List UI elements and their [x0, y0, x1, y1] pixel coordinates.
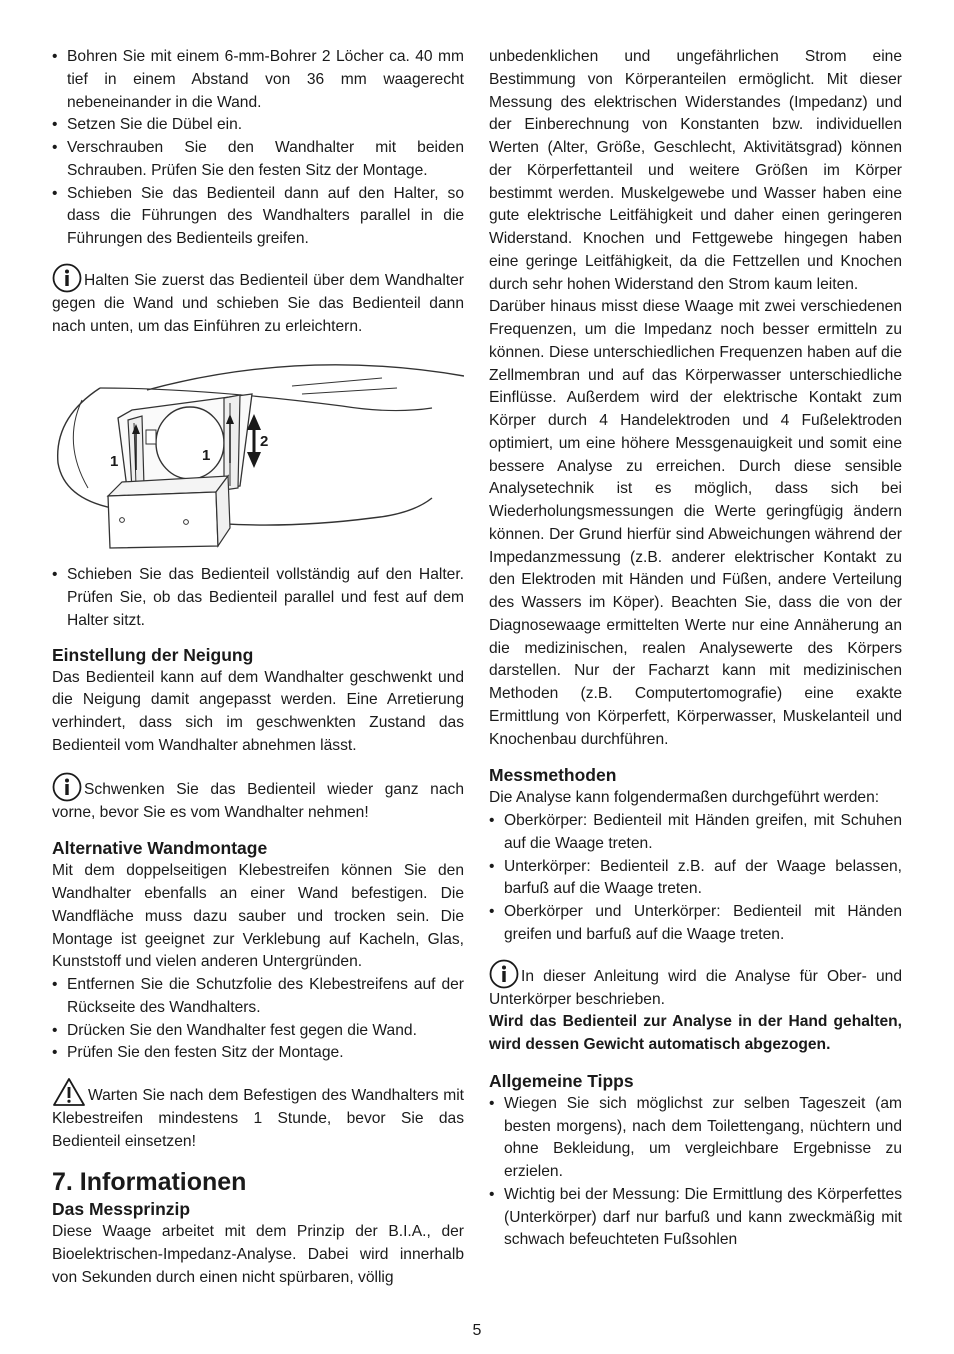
info-icon [52, 772, 82, 802]
warning-note-text: Warten Sie nach dem Befestigen des Wandhalters mit Klebestreifen mindestens 1 Stunde, bevor Sie das Bedienteil einsetzen! [52, 1087, 464, 1150]
list-item: • Schieben Sie das Bedienteil dann auf den Halter, so dass die Führungen des Wandhalters parallel in die Führungen des Bedienteils greifen. [52, 183, 464, 251]
list-item: • Wichtig bei der Messung: Die Ermittlung des Körperfettes (Unterkörper) darf nur barfuß und kann zweckmäßig mit schwach befeuchteten Fußsohlen [489, 1184, 902, 1252]
warning-triangle-icon [52, 1077, 86, 1107]
section-title: 7. Informationen [52, 1168, 247, 1197]
methods-list [489, 810, 902, 947]
info-note [52, 772, 464, 825]
list-item: • Unterkörper: Bedienteil z.B. auf der Waage belassen, barfuß auf die Waage treten. [489, 856, 902, 902]
heading-messprinzip: Das Messprinzip [52, 1199, 191, 1220]
slide-on-list [52, 564, 464, 632]
list-item: • Entfernen Sie die Schutzfolie des Klebestreifens auf der Rückseite des Wandhalters. [52, 974, 464, 1020]
info-icon [52, 263, 82, 293]
list-item: • Oberkörper: Bedienteil mit Händen greifen, mit Schuhen auf die Waage treten. [489, 810, 902, 856]
bold-note: Wird das Bedienteil zur Analyse in der Hand gehalten, wird dessen Gewicht automatisch abgezogen. [489, 1013, 902, 1053]
info-note-text: In dieser Anleitung wird die Analyse für Ober- und Unterkörper beschrieben. [489, 967, 902, 1008]
list-item: • Drücken Sie den Wandhalter fest gegen die Wand. [52, 1020, 464, 1043]
list-item: • Oberkörper und Unterkörper: Bedienteil mit Händen greifen und barfuß auf die Waage treten. [489, 901, 902, 947]
info-icon [489, 959, 519, 989]
paragraph-messmethoden: Die Analyse kann folgendermaßen durchgeführt werden: [489, 789, 880, 807]
list-item: • Verschrauben Sie den Wandhalter mit beiden Schrauben. Prüfen Sie den festen Sitz der Montage. [52, 137, 464, 183]
mounting-steps-list [52, 46, 464, 251]
paragraph-frequencies: Darüber hinaus misst diese Waage mit zwei verschiedenen Frequenzen, um die Impedanz noch besser ermitteln zu können. Diese unterschiedlichen Frequenzen haben auf die Zellmembran und auf das Körperwasser unterschiedliche Einflüsse. Außerdem wird der elektrische Kontakt zum Körper durch 4 Handelektroden und 4 Fußelektroden optimiert, um eine höhere Messgenauigkeit und somit eine bessere Analyse zu erreichen. Durch diese sensible Analysetechnik ist es möglich, dass sich bei Wiederholungsmessungen die Werte geringfügig ändern können. Der Grund hierfür sind Abweichungen während der Impedanzmessung (z.B. anderer elektrischer Kontakt zu den Elektroden mit Händen und Füßen, andere Verteilung des Wassers im Köper). Beachten Sie, dass die von der Diagnosewaage ermittelten Werte nur eine Annäherung an die medizinischen, realen Analysewerte des Körpers darstellen. Nur der Facharzt kann mit medizinischen Methoden (z.B. Computertomografie) eine exakte Ermittlung von Körperfett, Körperwasser, Muskelanteil und Knochenbau durchführen. [489, 298, 902, 748]
figure-label-2: 2 [260, 433, 269, 451]
heading-messmethoden: Messmethoden [489, 765, 617, 786]
mounting-illustration [52, 348, 464, 560]
info-note [489, 959, 902, 1012]
heading-alternative: Alternative Wandmontage [52, 838, 268, 859]
paragraph-neigung: Das Bedienteil kann auf dem Wandhalter geschwenkt und die Neigung damit angepasst werden. Eine Arretierung verhindert, dass sich im geschwenkten Zustand das Bedienteil vom Wandhalter abnehmen lässt. [52, 668, 464, 754]
heading-tipps: Allgemeine Tipps [489, 1070, 634, 1091]
info-note-text: Schwenken Sie das Bedienteil wieder ganz nach vorne, bevor Sie es vom Wandhalter nehmen! [52, 780, 464, 821]
list-item: • Prüfen Sie den festen Sitz der Montage. [52, 1042, 464, 1065]
figure-label-1b: 1 [202, 447, 211, 465]
list-item: • Wiegen Sie sich möglichst zur selben Tageszeit (am besten morgens), nach dem Toilettengang, nüchtern und ohne Bekleidung, um vergleichbare Ergebnisse zu erzielen. [489, 1093, 902, 1184]
figure-label-1: 1 [110, 453, 119, 471]
info-note-text: Halten Sie zuerst das Bedienteil über dem Wandhalter gegen die Wand und schieben Sie das Bedienteil dann nach unten, um das Einführen zu erleichtern. [52, 271, 464, 335]
list-item: • Bohren Sie mit einem 6-mm-Bohrer 2 Löcher ca. 40 mm tief in einem Abstand von 36 mm waagerecht nebeneinander in die Wand. [52, 46, 464, 114]
warning-note [52, 1077, 464, 1153]
right-column [489, 46, 902, 1252]
list-item: • Schieben Sie das Bedienteil vollständig auf den Halter. Prüfen Sie, ob das Bedienteil parallel und fest auf dem Halter sitzt. [52, 564, 464, 632]
list-item: • Setzen Sie die Dübel ein. [52, 114, 464, 137]
page-number: 5 [472, 1322, 482, 1339]
left-column [52, 46, 464, 1290]
paragraph-alternative: Mit dem doppelseitigen Klebestreifen können Sie den Wandhalter ebenfalls an einer Wand befestigen. Die Wandfläche muss dazu sauber und trocken sein. Die Montage ist geeignet zur Verklebung auf Kacheln, Glas, Kunststoff und vielen anderen Untergründen. [52, 862, 464, 971]
paragraph-messprinzip: Diese Waage arbeitet mit dem Prinzip der B.I.A., der Bioelektrischen-Impedanz-Analyse. Dabei wird innerhalb von Sekunden durch einen nicht spürbaren, völlig [52, 1223, 464, 1286]
info-note [52, 263, 464, 339]
paragraph-bia: unbedenklichen und ungefährlichen Strom eine Bestimmung von Körperanteilen ermöglicht. Mit dieser Messung des elektrischen Widerstandes (Impedanz) und der Einberechnung von Konstanten bzw. individuellen Werten (Alter, Größe, Geschlecht, Aktivitätsgrad) können der Körperfettanteil und weitere Größen im Körper bestimmt werden. Muskelgewebe und Wasser haben eine gute elektrische Leitfähigkeit und daher einen geringeren Widerstand. Knochen und Fettgewebe hingegen haben eine geringe Leitfähigkeit, da die Fettzellen und Knochen durch sehr hohen Widerstand den Strom kaum leiten. [489, 48, 902, 293]
tips-list [489, 1093, 902, 1252]
adhesive-steps-list [52, 974, 464, 1065]
heading-neigung: Einstellung der Neigung [52, 644, 254, 665]
